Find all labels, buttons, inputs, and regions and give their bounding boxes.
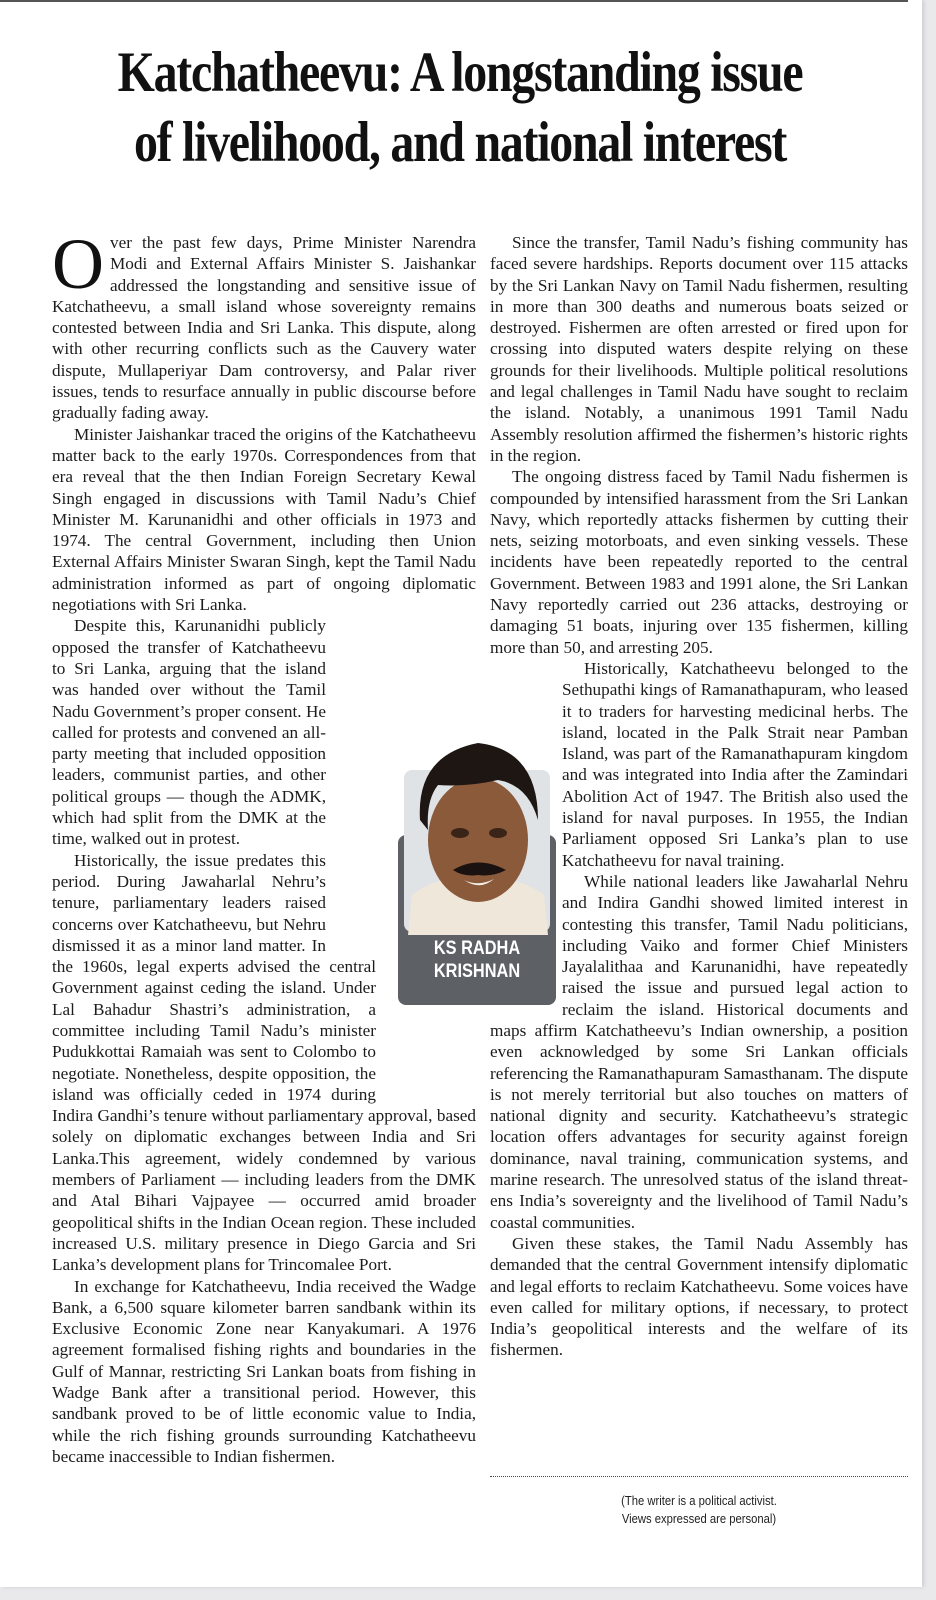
headline-line-2: of livelihood, and national interest: [133, 111, 787, 174]
paragraph-6: Since the transfer, Tamil Nadu’s fishing community has faced severe hardships. Reports document over 115 attacks by the Sri Lankan Navy on Tamil Nadu fishermen, resulting in more than 300 deaths and numerous boats seized or destroyed. Fishermen are often arrested or fired upon for crossing into disputed waters despite relying on these grounds for their livelihoods. Multiple political resolutions and legal challenges in Tamil Nadu have sought to reclaim the island. Notably, a unanimous 1991 Tamil Nadu Assembly resolution affirmed the fishermen’s historic rights in the region.: [490, 233, 908, 465]
headline: [90, 38, 829, 178]
paragraph-10: Given these stakes, the Tamil Nadu Assembly has demanded that the central Government intensify diplomatic and legal efforts to reclaim Katchatheevu. Some voices have even called for military options, if necessary, to protect India’s geopolitical interests and the welfare of its fishermen.: [490, 1233, 908, 1360]
top-rule: [0, 0, 908, 2]
paragraph-3: Despite this, Karunanidhi publicly opposed the transfer of Katchatheevu to Sri Lanka, arguing that the island was handed over without the Tamil Nadu Government’s proper consent. He called for protests and convened an all-party meeting that included opposition leaders, communist parties, and other political groups — though the ADMK, which had split from the DMK at the time, walked out in protest.: [52, 616, 326, 849]
drop-cap: O: [52, 224, 104, 304]
disclaimer-line-2: Views expressed are personal): [621, 1512, 777, 1526]
paragraph-7: The ongoing distress faced by Tamil Nadu fishermen is compounded by intensified harassment from the Sri Lankan Navy, which reportedly attacks fishermen by cutting their nets, seizing motorboats, and even sinking vessels. These incidents have been repeatedly reported to the central Government. Between 1983 and 1991 alone, the Sri Lankan Navy reportedly carried out 236 attacks, destroying or damaging 51 boats, injuring over 135 fishermen, killing more than 50, and arresting 205.: [490, 467, 908, 657]
dotted-divider: [490, 1476, 908, 1477]
paragraph-4: Historically, the issue predates this period. During Jawaharlal Nehru’s tenure, parliamentary leaders raised concerns over Katchatheevu, but Nehru dismissed it as a minor land matter. In the 1960s, legal experts advised the central Government against ceding the island. Under Lal Bahadur Shastri’s administration, a committee including Tamil Nadu’s minister Pudukkottai Ramaiah was sent to Colombo to negotiate. Nonetheless, despite opposition, the island was officially ceded in 1974 during Indira Gandhi’s tenure without parliamentary approval, based solely on diplomatic exchanges between India and Sri Lanka.This agreement, widely condemned by various members of Parliament — including leaders from the DMK and Atal Bihari Vajpayee — occurred amid broader geopolitical shifts in the Indian Ocean region. These included increased U.S. military presence in Diego Garcia and Sri Lanka’s development plans for Trincomalee Port.: [52, 850, 476, 1275]
author-name: [409, 937, 545, 983]
paragraph-8: Historically, Katchatheevu belonged to the Sethupathi kings of Ramanathapuram, who leased it to traders for harvesting medicinal herbs. The island, located in the Palk Strait near Pamban Island, was part of the Ramanathapuram kingdom and was integrated into India after the Zamindari Abolition Act of 1947. The British also used the island for naval purposes. In 1955, the Indian Parliament opposed Sri Lanka’s plan to use Katchatheevu for naval training.: [562, 658, 908, 870]
paragraph-2: Minister Jaishankar traced the origins of the Katchatheevu matter back to the early 1970s. Correspondences from that era reveal that the then Indian Foreign Secretary Kewal Singh engaged in discussions with Tamil Nadu’s Chief Minister M. Karunanidhi and other officials in 1973 and 1974. The central Government, including then Union External Affairs Minister Swaran Singh, kept the Tamil Nadu administration informed as part of ongoing diplomatic negotiations with Sri Lanka.: [52, 424, 476, 615]
paragraph-1: Over the past few days, Prime Minister Narendra Modi and External Affairs Minister S. Jaishankar addressed the longstanding and sensitive issue of Katchatheevu, a small island whose sovereignty remains contested between India and Sri Lanka. This dispute, along with other recurring conflicts such as the Cauvery water dispute, Mullaperiyar Dam controversy, and Palar river issues, tends to resurface annually in public discourse before gradually fading away.: [52, 224, 476, 423]
paragraph-9: While national leaders like Jawaharlal Nehru and Indira Gandhi showed limited interest in contesting this transfer, Tamil Nadu politicians, including Vaiko and former Chief Ministers Jayalalithaa and Karunanidhi, have repeatedly raised the issue and pursued legal action to reclaim the island. Historical documents and maps affirm Katchatheevu’s Indian ownership, a position even acknowledged by some Sri Lankan officials referencing the Ramanathapuram Samasthanam. The dispute is not merely territorial but also touches on matters of national dignity and security. Katchatheevu’s strategic location offers advantages for security against foreign dominance, naval training, communication systems, and marine research. The unresolved status of the island threatens India’s sovereignty and the livelihood of Tamil Nadu’s coastal communities.: [490, 871, 908, 1232]
author-name-line-1: KS RADHA: [433, 938, 521, 959]
author-portrait-icon: [398, 725, 556, 935]
author-card: [398, 725, 556, 1005]
author-name-line-2: KRISHNAN: [433, 961, 521, 982]
disclaimer-line-1: (The writer is a political activist.: [621, 1494, 777, 1508]
headline-line-1: Katchatheevu: A longstanding issue: [117, 41, 803, 104]
author-disclaimer: [511, 1492, 887, 1528]
paragraph-5: In exchange for Katchatheevu, India received the Wadge Bank, a 6,500 square kilometer barren sandbank within its Exclusive Economic Zone near Kanyakumari. A 1976 agreement formalised fishing rights and boundaries in the Gulf of Mannar, restricting Sri Lankan boats from fishing in Wadge Bank after a transitional period. However, this sandbank proved to be of little economic value to India, while the rich fishing grounds surrounding Katchatheevu became inaccessible to Indian fishermen.: [52, 1276, 476, 1466]
